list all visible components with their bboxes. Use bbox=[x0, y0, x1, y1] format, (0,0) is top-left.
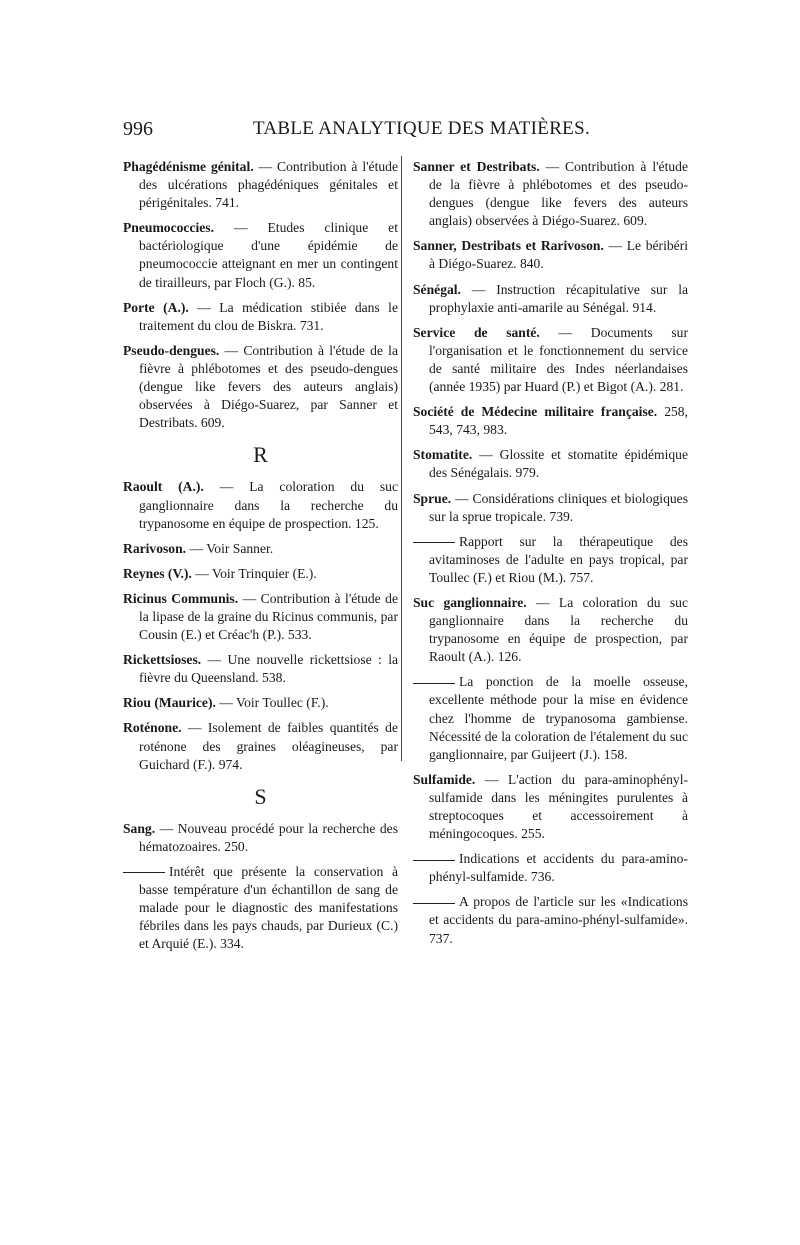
letter-heading-r: R bbox=[253, 442, 268, 468]
entry-text: — Etudes clinique et bactériologique d'une épidémie de pneumococcie atteignant en mer un contingent de tirailleurs, par Floch (G.). 85. bbox=[139, 220, 398, 290]
entry-headword: Reynes (V.). bbox=[123, 565, 192, 581]
entry-headword: Pseudo-dengues. bbox=[123, 342, 220, 358]
entries-p bbox=[123, 158, 398, 432]
entry-headword: Porte (A.). bbox=[123, 299, 189, 315]
index-entry bbox=[413, 403, 688, 439]
entry-headword: Service de santé. bbox=[413, 324, 540, 340]
entry-text: — Contribution à l'étude des ulcérations phagédéniques génitales et périgénitales. 741. bbox=[139, 159, 398, 211]
index-entry bbox=[413, 490, 688, 526]
entries-s bbox=[123, 820, 398, 954]
entry-text: — Contribution à l'étude de la fièvre à phlébotomes et des pseudo-dengues (dengue like fevers des auteurs anglais) observées à Diégo-Suarez. 609. bbox=[429, 159, 688, 229]
entry-headword: Phagédénisme génital. bbox=[123, 159, 254, 174]
left-column bbox=[123, 158, 398, 960]
ditto-dash bbox=[413, 542, 455, 543]
index-entry bbox=[413, 771, 688, 843]
entry-text: — Documents sur l'organisation et le fonctionnement du service de santé militaire des Indes néerlandaises (année 1935) par Huard (P.) et Bigot (A.). 281. bbox=[429, 324, 688, 395]
entry-text: — La coloration du suc ganglionnaire dans la recherche du trypanosome en équipe de prospection, par Raoult (A.). 126. bbox=[429, 594, 688, 665]
page-number: 996 bbox=[123, 118, 153, 140]
index-entry bbox=[123, 820, 398, 856]
index-entry bbox=[123, 478, 398, 532]
letter-heading-s: S bbox=[254, 783, 267, 809]
entry-text: — Une nouvelle rickettsiose : la fièvre du Queensland. 538. bbox=[139, 652, 398, 686]
entry-text: — Voir Trinquier (E.). bbox=[191, 565, 317, 581]
ditto-dash bbox=[413, 860, 455, 861]
entry-headword: Sanner et Destribats. bbox=[413, 159, 540, 174]
entry-text: Rapport sur la thérapeutique des avitaminoses de l'adulte en pays tropical, par Toullec (F.) et Riou (M.). 757. bbox=[429, 533, 688, 585]
entry-text: Intérêt que présente la conservation à basse température d'un échantillon de sang de malade pour le diagnostic des manifestations fébriles dans les pays chauds, par Durieux (C.) et Arquié (E.). 334. bbox=[139, 864, 398, 952]
entry-text: — Considérations cliniques et biologiques sur la sprue tropicale. 739. bbox=[429, 490, 688, 524]
index-entry bbox=[413, 594, 688, 666]
right-column bbox=[413, 158, 688, 955]
entry-text: — Contribution à l'étude de la fièvre à phlébotomes et des pseudo-dengues (dengue like fevers des auteurs anglais) observées à Diégo-Suarez, par Sanner et Destribats. 609. bbox=[139, 342, 398, 431]
index-entry bbox=[123, 719, 398, 773]
entry-text: — L'action du para-aminophényl-sulfamide dans les méningites purulentes à streptocoques et accessoirement à méningocoques. 255. bbox=[429, 771, 688, 842]
entry-text: — Voir Sanner. bbox=[186, 540, 274, 556]
entry-headword: Sénégal. bbox=[413, 281, 461, 297]
entry-headword: Ricinus Communis. bbox=[123, 590, 239, 606]
index-entry bbox=[413, 893, 688, 947]
entry-text: — Instruction récapitulative sur la prophylaxie anti-amarile au Sénégal. 914. bbox=[429, 281, 688, 315]
entry-text: — La médication stibiée dans le traitement du clou de Biskra. 731. bbox=[139, 299, 398, 333]
entry-text: — Nouveau procédé pour la recherche des hématozoaires. 250. bbox=[139, 820, 398, 854]
index-entry bbox=[413, 324, 688, 396]
entry-headword: Riou (Maurice). bbox=[123, 695, 216, 711]
entry-text: — Glossite et stomatite épidémique des Sénégalais. 979. bbox=[429, 447, 688, 481]
entry-text: La ponction de la moelle osseuse, excellente méthode pour la mise en évidence chez l'homme de trypanosoma gambiense. Nécessité de la coloration de l'étalement du suc ganglionnaire, par Guijeert (J.). 158. bbox=[429, 674, 688, 762]
index-entry bbox=[413, 673, 688, 763]
entry-headword: Société de Médecine militaire française. bbox=[413, 404, 658, 420]
index-entry bbox=[123, 863, 398, 953]
column-divider bbox=[401, 156, 402, 761]
ditto-dash bbox=[123, 872, 165, 873]
index-entry bbox=[413, 281, 688, 317]
entry-text: — Voir Toullec (F.). bbox=[215, 695, 329, 711]
entry-text: A propos de l'article sur les «Indications et accidents du para-amino-phényl-sulfamide». 737. bbox=[429, 894, 688, 946]
index-entry bbox=[123, 342, 398, 432]
entries-r bbox=[123, 478, 398, 773]
entry-headword: Suc ganglionnaire. bbox=[413, 594, 527, 610]
index-entry bbox=[123, 158, 398, 212]
ditto-dash bbox=[413, 903, 455, 904]
entry-headword: Sanner, Destribats et Rarivoson. bbox=[413, 238, 604, 254]
running-title: TABLE ANALYTIQUE DES MATIÈRES. bbox=[253, 118, 591, 139]
entry-headword: Sang. bbox=[123, 820, 156, 836]
entry-headword: Rickettsioses. bbox=[123, 652, 202, 668]
index-entry bbox=[123, 540, 398, 558]
index-entry bbox=[123, 590, 398, 644]
index-entry bbox=[123, 219, 398, 291]
index-entry bbox=[123, 299, 398, 335]
ditto-dash bbox=[413, 683, 455, 684]
index-entry bbox=[123, 651, 398, 687]
index-entry bbox=[413, 446, 688, 482]
index-entry bbox=[413, 158, 688, 230]
index-entry bbox=[413, 533, 688, 587]
entry-headword: Sprue. bbox=[413, 490, 452, 506]
entry-headword: Rarivoson. bbox=[123, 540, 187, 556]
entry-text: Indications et accidents du para-amino-phényl-sulfamide. 736. bbox=[429, 851, 688, 885]
entry-headword: Raoult (A.). bbox=[123, 479, 204, 495]
index-entry bbox=[413, 237, 688, 273]
index-entry bbox=[123, 565, 398, 583]
entry-text: — Contribution à l'étude de la lipase de la graine du Ricinus communis, par Cousin (E.) et Créac'h (P.). 533. bbox=[139, 590, 398, 643]
entry-headword: Pneumococcies. bbox=[123, 220, 214, 236]
index-entry bbox=[123, 694, 398, 712]
entry-text: — Isolement de faibles quantités de roténone des graines oléagineuses, par Guichard (F.). 974. bbox=[139, 720, 398, 772]
entry-text: 258, 543, 743, 983. bbox=[429, 404, 688, 438]
index-entry bbox=[413, 850, 688, 886]
entry-headword: Roténone. bbox=[123, 720, 182, 736]
entry-headword: Stomatite. bbox=[413, 447, 473, 463]
entries-right bbox=[413, 158, 688, 948]
entry-text: — Le béribéri à Diégo-Suarez. 840. bbox=[429, 238, 688, 272]
entry-text: — La coloration du suc ganglionnaire dans la recherche du trypanosome en équipe de prospection. 125. bbox=[139, 479, 398, 531]
entry-headword: Sulfamide. bbox=[413, 771, 476, 787]
